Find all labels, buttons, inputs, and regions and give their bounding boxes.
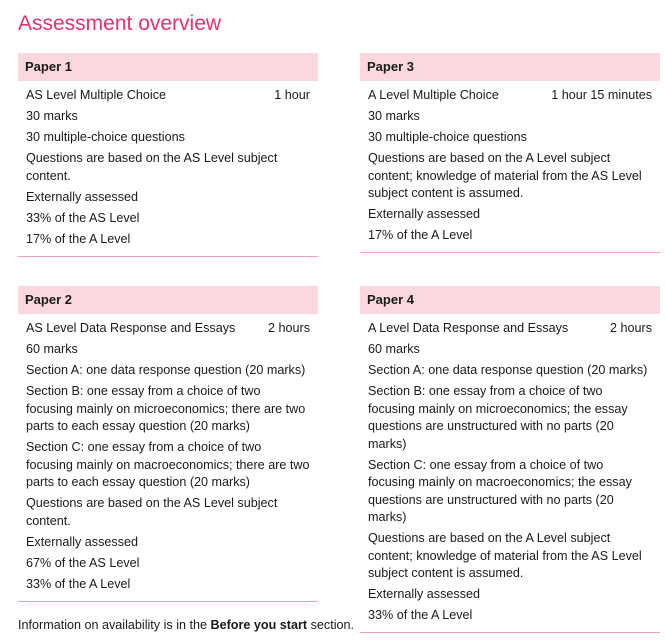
paper-line: Questions are based on the A Level subject content; knowledge of material from the AS Level subject content is assumed. xyxy=(368,151,642,200)
paper-name: AS Level Multiple Choice xyxy=(26,88,167,102)
paper-line: Section A: one data response question (20 marks) xyxy=(368,363,648,377)
paper-line: 30 multiple-choice questions xyxy=(368,130,527,144)
paper-line: 33% of the AS Level xyxy=(26,210,140,225)
paper-line: Externally assessed xyxy=(368,587,480,601)
paper-line: Section B: one essay from a choice of two focusing mainly on microeconomics; the essay questions are unstructured with no parts (20 marks) xyxy=(368,384,628,451)
footer-text-after: section. xyxy=(307,618,354,632)
paper-line: 17% of the A Level xyxy=(26,231,131,246)
paper-line: 67% of the AS Level xyxy=(26,555,140,570)
footer-text-before: Information on availability is in the xyxy=(18,618,211,632)
paper-line: 17% of the A Level xyxy=(368,228,473,242)
paper-line: Externally assessed xyxy=(26,534,138,549)
paper-line: Section A: one data response question (20 marks) xyxy=(26,363,306,377)
paper-duration: 2 hours xyxy=(609,321,652,335)
paper-line: 30 marks xyxy=(368,109,420,123)
paper-duration: 1 hour xyxy=(274,88,310,102)
paper-line: 60 marks xyxy=(368,342,420,356)
before-you-start-link-text: Before you start xyxy=(210,618,308,632)
paper-duration: 2 hours xyxy=(267,321,310,335)
paper-line: 30 multiple-choice questions xyxy=(26,130,185,144)
paper-name: AS Level Data Response and Essays xyxy=(26,321,236,335)
paper-header: Paper 4 xyxy=(360,286,660,314)
paper-line: Questions are based on the A Level subject content; knowledge of material from the AS Level subject content is assumed. xyxy=(368,531,642,580)
paper-line: Section C: one essay from a choice of two focusing mainly on macroeconomics; there are two parts to each essay question (20 marks) xyxy=(26,440,310,489)
paper-line: Externally assessed xyxy=(368,207,480,221)
paper-header: Paper 3 xyxy=(360,53,660,81)
paper-2-card xyxy=(18,286,318,602)
paper-line: Externally assessed xyxy=(26,189,138,204)
paper-line: 33% of the A Level xyxy=(368,608,473,622)
paper-header: Paper 2 xyxy=(18,286,318,314)
paper-line: 60 marks xyxy=(26,342,78,356)
paper-name: A Level Data Response and Essays xyxy=(368,321,569,335)
availability-note xyxy=(18,618,354,632)
paper-line: Section B: one essay from a choice of two focusing mainly on microeconomics; there are two parts to each essay question (20 marks) xyxy=(26,384,306,433)
paper-4-card xyxy=(360,286,660,633)
paper-duration: 1 hour 15 minutes xyxy=(551,88,652,102)
paper-1-card xyxy=(18,53,318,257)
paper-line: Questions are based on the AS Level subject content. xyxy=(26,496,278,528)
page-title: Assessment overview xyxy=(18,12,222,35)
paper-3-card xyxy=(360,53,660,253)
paper-line: 30 marks xyxy=(26,109,78,123)
paper-line: Questions are based on the AS Level subject content. xyxy=(26,151,278,183)
paper-header: Paper 1 xyxy=(18,53,318,81)
paper-name: A Level Multiple Choice xyxy=(368,88,499,102)
paper-line: 33% of the A Level xyxy=(26,576,131,591)
paper-line: Section C: one essay from a choice of two focusing mainly on macroeconomics; the essay questions are unstructured with no parts (20 marks) xyxy=(368,457,632,524)
